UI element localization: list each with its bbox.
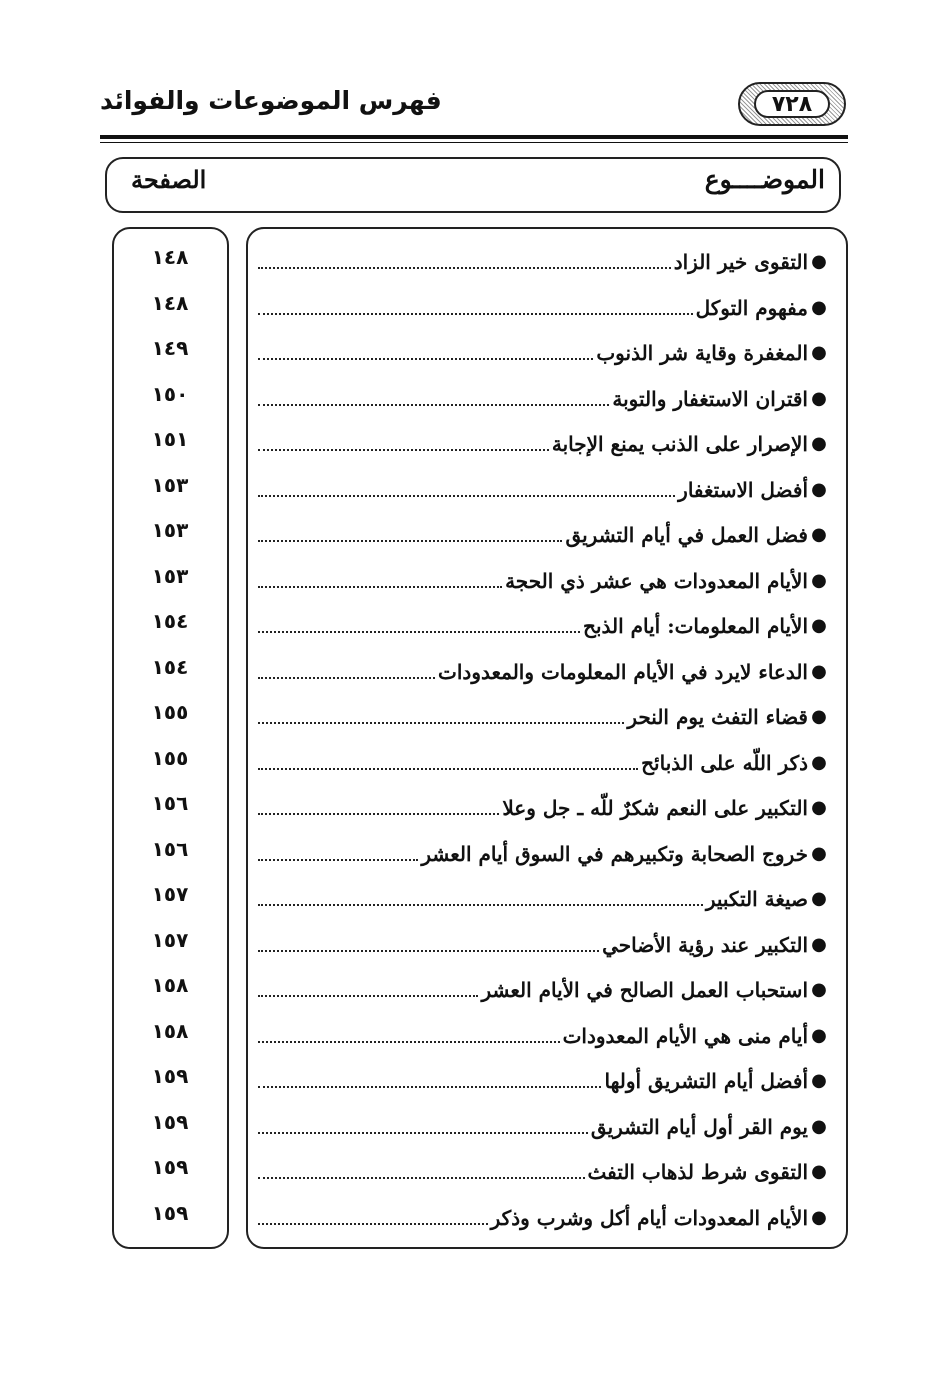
entry-page-ref: ١٥٨ (151, 973, 189, 997)
index-entry (258, 328, 830, 368)
index-entry (258, 738, 830, 778)
entry-page-ref: ١٥٩ (151, 1064, 189, 1088)
index-entry (258, 419, 830, 459)
entry-page-ref: ١٥٥ (151, 700, 189, 724)
bullet-icon: ● (811, 433, 827, 454)
index-entry (258, 1102, 830, 1142)
dot-leader (258, 1041, 560, 1043)
dot-leader (258, 1223, 488, 1225)
entry-title: قضاء التفث يوم النحر (627, 705, 808, 729)
entry-title: أيام منى هي الأيام المعدودات (562, 1024, 808, 1048)
bullet-icon: ● (811, 1116, 827, 1137)
entry-page-ref: ١٥٤ (151, 609, 189, 633)
dot-leader (258, 404, 609, 406)
index-entry (258, 920, 830, 960)
dot-leader (258, 358, 593, 360)
dot-leader (258, 950, 599, 952)
bullet-icon: ● (811, 1161, 827, 1182)
dot-leader (258, 768, 638, 770)
bullet-icon: ● (811, 752, 827, 773)
dot-leader (258, 267, 671, 269)
index-entry (258, 829, 830, 869)
bullet-icon: ● (811, 615, 827, 636)
index-entry (258, 237, 830, 277)
dot-leader (258, 586, 502, 588)
entry-page-ref: ١٤٨ (151, 245, 189, 269)
bullet-icon: ● (811, 661, 827, 682)
index-entry (258, 692, 830, 732)
page-header (100, 82, 848, 138)
index-entry (258, 1193, 830, 1233)
entry-title: الأيام المعدودات أيام أكل وشرب وذكر (490, 1206, 808, 1230)
dot-leader (258, 677, 435, 679)
bullet-icon: ● (811, 570, 827, 591)
entry-title: الأيام المعلومات: أيام الذبح (583, 614, 808, 638)
dot-leader (258, 449, 549, 451)
entry-page-ref: ١٤٩ (151, 336, 189, 360)
index-entry (258, 1056, 830, 1096)
index-entry (258, 465, 830, 505)
bullet-icon: ● (811, 706, 827, 727)
dot-leader (258, 904, 703, 906)
entry-title: الأيام المعدودات هي عشر ذي الحجة (505, 569, 808, 593)
entry-title: التقوى شرط لذهاب التفث (587, 1160, 808, 1184)
entry-page-ref: ١٥٤ (151, 655, 189, 679)
bullet-icon: ● (811, 797, 827, 818)
entry-title: التكبير على النعم شكرٌ للّه ـ جل وعلا (502, 796, 808, 820)
bullet-icon: ● (811, 297, 827, 318)
index-entry (258, 601, 830, 641)
entry-title: التقوى خير الزاد (673, 250, 808, 274)
dot-leader (258, 859, 418, 861)
bullet-icon: ● (811, 524, 827, 545)
entry-title: استحباب العمل الصالح في الأيام العشر (481, 978, 808, 1002)
dot-leader (258, 495, 675, 497)
column-label-page: الصفحة (131, 165, 207, 194)
bullet-icon: ● (811, 251, 827, 272)
dot-leader (258, 722, 624, 724)
entry-page-ref: ١٥٨ (151, 1019, 189, 1043)
column-label-topic: الموضــــوع (704, 165, 825, 194)
index-entry (258, 965, 830, 1005)
entry-page-ref: ١٥١ (151, 427, 189, 451)
header-rule-thin (100, 142, 848, 143)
entry-page-ref: ١٥٣ (151, 564, 189, 588)
entry-title: أفضل الاستغفار (678, 478, 808, 502)
entry-title: اقتران الاستغفار والتوبة (612, 387, 808, 411)
index-entry (258, 874, 830, 914)
index-entry (258, 374, 830, 414)
entry-title: الدعاء لايرد في الأيام المعلومات والمعدودات (438, 660, 808, 684)
dot-leader (258, 631, 580, 633)
entry-title: المغفرة وقاية شر الذنوب (596, 341, 808, 365)
header-rule-thick (100, 135, 848, 139)
entry-title: ذكر اللّه على الذبائح (641, 751, 808, 775)
index-entry (258, 783, 830, 823)
index-entry (258, 556, 830, 596)
bullet-icon: ● (811, 1070, 827, 1091)
entry-page-ref: ١٥٩ (151, 1155, 189, 1179)
index-entry (258, 1011, 830, 1051)
entry-page-ref: ١٥٣ (151, 473, 189, 497)
bullet-icon: ● (811, 388, 827, 409)
entry-page-ref: ١٥٦ (151, 837, 189, 861)
entry-page-ref: ١٥٠ (151, 382, 189, 406)
page-number: ٧٢٨ (754, 90, 830, 118)
entry-title: أفضل أيام التشريق أولها (604, 1069, 808, 1093)
bullet-icon: ● (811, 934, 827, 955)
bullet-icon: ● (811, 479, 827, 500)
entry-title: التكبير عند رؤية الأضاحي (602, 933, 808, 957)
entry-page-ref: ١٥٩ (151, 1201, 189, 1225)
bullet-icon: ● (811, 1207, 827, 1228)
entry-page-ref: ١٥٥ (151, 746, 189, 770)
entry-title: خروج الصحابة وتكبيرهم في السوق أيام العشر (421, 842, 808, 866)
bullet-icon: ● (811, 888, 827, 909)
entry-page-ref: ١٥٧ (151, 928, 189, 952)
dot-leader (258, 813, 499, 815)
bullet-icon: ● (811, 979, 827, 1000)
bullet-icon: ● (811, 1025, 827, 1046)
dot-leader (258, 1177, 585, 1179)
running-header-title: فهرس الموضوعات والفوائد (100, 86, 442, 115)
bullet-icon: ● (811, 342, 827, 363)
entry-page-ref: ١٤٨ (151, 291, 189, 315)
index-entry (258, 283, 830, 323)
dot-leader (258, 995, 478, 997)
entry-title: فضل العمل في أيام التشريق (565, 523, 808, 547)
index-entry (258, 647, 830, 687)
entry-title: يوم القر أول أيام التشريق (590, 1115, 808, 1139)
page-number-badge (738, 82, 846, 126)
dot-leader (258, 313, 693, 315)
entry-page-ref: ١٥٦ (151, 791, 189, 815)
entry-page-ref: ١٥٣ (151, 518, 189, 542)
index-entry (258, 1147, 830, 1187)
entry-page-ref: ١٥٧ (151, 882, 189, 906)
index-entry (258, 510, 830, 550)
entry-title: صيغة التكبير (705, 887, 808, 911)
entry-title: مفهوم التوكل (695, 296, 808, 320)
bullet-icon: ● (811, 843, 827, 864)
dot-leader (258, 1086, 601, 1088)
dot-leader (258, 1132, 588, 1134)
entry-page-ref: ١٥٩ (151, 1110, 189, 1134)
dot-leader (258, 540, 562, 542)
entry-title: الإصرار على الذنب يمنع الإجابة (551, 432, 808, 456)
column-header-box (105, 157, 841, 213)
